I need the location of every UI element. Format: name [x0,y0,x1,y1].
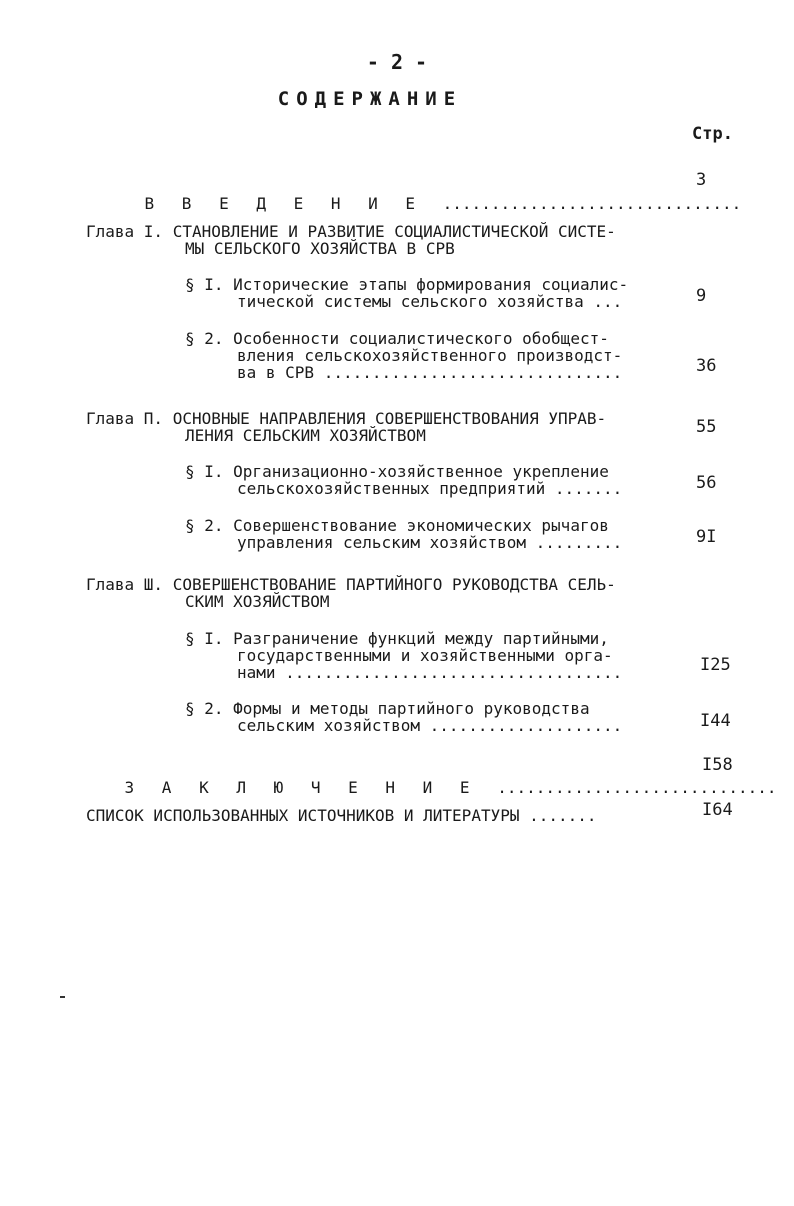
toc-page-1-1: 9 [696,286,707,306]
toc-page-bibliography: I64 [702,800,733,820]
toc-page-2-1: 56 [696,473,717,493]
toc-bibliography: СПИСОК ИСПОЛЬЗОВАННЫХ ИСТОЧНИКОВ И ЛИТЕРАТУРЫ ....... [86,806,597,825]
toc-section-3-1-line3: нами ................................... [237,663,623,682]
toc-page-intro: 3 [696,170,707,190]
toc-section-3-2-line1: § 2. Формы и методы партийного руководства [185,699,590,718]
toc-section-2-1-line2: сельскохозяйственных предприятий ....... [237,479,623,498]
page-number: - 2 - [366,50,428,74]
toc-page-3-2: I44 [700,711,731,731]
toc-section-1-1-line1: § I. Исторические этапы формирования социалис- [185,275,629,294]
toc-section-3-2-line2: сельским хозяйством .................... [237,716,623,735]
toc-section-2-2-line1: § 2. Совершенствование экономических рычагов [185,516,609,535]
toc-chapter-1-line2: МЫ СЕЛЬСКОГО ХОЗЯЙСТВА В СРВ [185,239,455,258]
page-column-header: Стр. [692,124,733,144]
toc-page-chapter-2: 55 [696,417,717,437]
toc-section-3-1-line1: § I. Разграничение функций между партийными, [185,629,609,648]
toc-conclusion: З А К Л Ю Ч Е Н И Е ............................. [124,778,777,797]
toc-chapter-2-line1: Глава П. ОСНОВНЫЕ НАПРАВЛЕНИЯ СОВЕРШЕНСТВОВАНИЯ УПРАВ- [86,409,607,428]
toc-section-1-2-line2: вления сельскохозяйственного производст- [237,346,623,365]
toc-chapter-2-line2: ЛЕНИЯ СЕЛЬСКИМ ХОЗЯЙСТВОМ [185,426,426,445]
toc-intro: В В Е Д Е Н И Е ............................... [144,194,742,213]
toc-section-3-1-line2: государственными и хозяйственными орга- [237,646,613,665]
stray-mark [60,996,65,998]
toc-page-1-2: 36 [696,356,717,376]
toc-section-2-1-line1: § I. Организационно-хозяйственное укрепление [185,462,609,481]
toc-chapter-1-line1: Глава I. СТАНОВЛЕНИЕ И РАЗВИТИЕ СОЦИАЛИСТИЧЕСКОЙ СИСТЕ- [86,222,616,241]
toc-section-1-2-line1: § 2. Особенности социалистического обобщест- [185,329,609,348]
toc-page-3-1: I25 [700,655,731,675]
toc-section-1-2-line3: ва в СРВ ............................... [237,363,623,382]
toc-chapter-3-line2: СКИМ ХОЗЯЙСТВОМ [185,592,330,611]
toc-section-1-1-line2: тической системы сельского хозяйства ... [237,292,623,311]
toc-page-conclusion: I58 [702,755,733,775]
page-title: СОДЕРЖАНИЕ [277,88,463,110]
toc-page-2-2: 9I [696,527,717,547]
toc-section-2-2-line2: управления сельским хозяйством ......... [237,533,623,552]
toc-chapter-3-line1: Глава Ш. СОВЕРШЕНСТВОВАНИЕ ПАРТИЙНОГО РУКОВОДСТВА СЕЛЬ- [86,575,616,594]
